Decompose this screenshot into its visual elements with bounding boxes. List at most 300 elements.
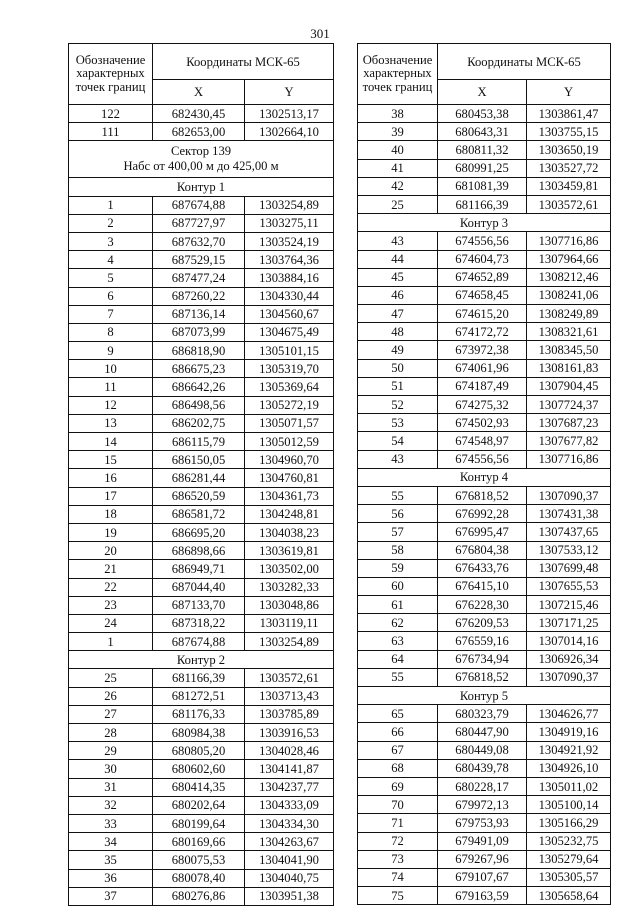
table-row <box>358 596 611 614</box>
coordinate-x: 674502,93 <box>438 414 527 432</box>
table-row <box>69 705 334 723</box>
coordinate-x: 687632,70 <box>153 232 245 250</box>
header-x: X <box>153 80 245 105</box>
coordinate-y: 1304626,77 <box>527 705 611 723</box>
point-number: 32 <box>69 796 153 814</box>
point-number: 10 <box>69 360 153 378</box>
coordinate-y: 1302513,17 <box>245 105 334 123</box>
point-number: 16 <box>69 469 153 487</box>
coordinate-x: 680984,38 <box>153 724 245 742</box>
coordinate-x: 686949,71 <box>153 560 245 578</box>
table-row <box>358 832 611 850</box>
coordinate-x: 682430,45 <box>153 105 245 123</box>
point-number: 63 <box>358 632 438 650</box>
point-number: 25 <box>69 669 153 687</box>
contour-label: Контур 3 <box>358 214 611 232</box>
coordinate-y: 1308249,89 <box>527 305 611 323</box>
table-row <box>69 869 334 887</box>
coordinate-y: 1306926,34 <box>527 650 611 668</box>
point-number: 27 <box>69 705 153 723</box>
table-row <box>358 486 611 504</box>
point-number: 52 <box>358 396 438 414</box>
point-number: 75 <box>358 887 438 905</box>
coordinate-y: 1308321,61 <box>527 323 611 341</box>
point-number: 41 <box>358 159 438 177</box>
table-row <box>358 341 611 359</box>
table-row <box>69 323 334 341</box>
table-row <box>358 286 611 304</box>
table-row <box>69 414 334 432</box>
coordinate-x: 676209,53 <box>438 614 527 632</box>
point-number: 46 <box>358 286 438 304</box>
coordinate-x: 686498,56 <box>153 396 245 414</box>
coordinate-y: 1308241,06 <box>527 286 611 304</box>
coordinate-y: 1305319,70 <box>245 360 334 378</box>
coordinate-y: 1303048,86 <box>245 596 334 614</box>
coordinate-x: 674187,49 <box>438 377 527 395</box>
coordinate-x: 674615,20 <box>438 305 527 323</box>
table-row <box>69 596 334 614</box>
coordinate-y: 1303572,61 <box>527 195 611 213</box>
table-row <box>358 250 611 268</box>
table-row <box>69 123 334 141</box>
table-row <box>358 541 611 559</box>
coordinate-y: 1307687,23 <box>527 414 611 432</box>
point-number: 43 <box>358 232 438 250</box>
table-row <box>69 578 334 596</box>
coordinate-y: 1303527,72 <box>527 159 611 177</box>
point-number: 59 <box>358 559 438 577</box>
table-row <box>358 777 611 795</box>
coordinate-x: 680169,66 <box>153 833 245 851</box>
coordinate-y: 1307014,16 <box>527 632 611 650</box>
coordinate-x: 687136,14 <box>153 305 245 323</box>
coordinate-x: 679753,93 <box>438 814 527 832</box>
table-row <box>358 632 611 650</box>
point-number: 54 <box>358 432 438 450</box>
coordinate-y: 1303884,16 <box>245 269 334 287</box>
table-row <box>69 796 334 814</box>
coordinate-x: 681081,39 <box>438 177 527 195</box>
point-number: 39 <box>358 123 438 141</box>
coordinate-x: 680811,32 <box>438 141 527 159</box>
header-x: X <box>438 80 527 105</box>
point-number: 1 <box>69 196 153 214</box>
coordinate-x: 674604,73 <box>438 250 527 268</box>
point-number: 19 <box>69 523 153 541</box>
coordinate-x: 681272,51 <box>153 687 245 705</box>
point-number: 55 <box>358 486 438 504</box>
table-row <box>358 796 611 814</box>
table-row <box>69 269 334 287</box>
coordinate-y: 1307716,86 <box>527 450 611 468</box>
table-row <box>358 559 611 577</box>
coordinate-x: 676433,76 <box>438 559 527 577</box>
point-number: 72 <box>358 832 438 850</box>
point-number: 35 <box>69 851 153 869</box>
point-number: 51 <box>358 377 438 395</box>
table-row <box>358 305 611 323</box>
coordinate-x: 687073,99 <box>153 323 245 341</box>
table-row <box>69 105 334 123</box>
table-row <box>69 523 334 541</box>
table-row <box>358 323 611 341</box>
point-number: 11 <box>69 378 153 396</box>
table-row <box>69 396 334 414</box>
coordinate-x: 686150,05 <box>153 451 245 469</box>
coordinate-x: 674548,97 <box>438 432 527 450</box>
table-row <box>69 287 334 305</box>
coordinate-x: 680805,20 <box>153 742 245 760</box>
coordinate-x: 676734,94 <box>438 650 527 668</box>
contour-header-row <box>358 468 611 486</box>
point-number: 45 <box>358 268 438 286</box>
coordinate-x: 679107,67 <box>438 868 527 886</box>
point-number: 122 <box>69 105 153 123</box>
coordinate-x: 679267,96 <box>438 850 527 868</box>
coordinate-y: 1304248,81 <box>245 505 334 523</box>
table-row <box>69 687 334 705</box>
point-number: 48 <box>358 323 438 341</box>
coordinate-y: 1305232,75 <box>527 832 611 850</box>
coordinate-y: 1303650,19 <box>527 141 611 159</box>
contour-label: Контур 5 <box>358 687 611 705</box>
point-number: 15 <box>69 451 153 469</box>
coordinate-y: 1307964,66 <box>527 250 611 268</box>
point-number: 2 <box>69 214 153 232</box>
coordinate-y: 1304960,70 <box>245 451 334 469</box>
sector-label <box>69 141 334 178</box>
point-number: 40 <box>358 141 438 159</box>
point-number: 74 <box>358 868 438 886</box>
table-row <box>69 724 334 742</box>
contour-header-row <box>69 178 334 196</box>
table-row <box>69 742 334 760</box>
coordinate-y: 1305658,64 <box>527 887 611 905</box>
coordinate-x: 680602,60 <box>153 760 245 778</box>
coordinate-x: 686642,26 <box>153 378 245 396</box>
point-number: 12 <box>69 396 153 414</box>
header-coordinates: Координаты МСК-65 <box>153 44 334 80</box>
coordinate-y: 1304330,44 <box>245 287 334 305</box>
point-number: 42 <box>358 177 438 195</box>
coordinate-x: 687674,88 <box>153 633 245 651</box>
table-row <box>69 542 334 560</box>
table-row <box>69 614 334 632</box>
coordinate-y: 1307724,37 <box>527 396 611 414</box>
table-row <box>69 378 334 396</box>
coordinate-y: 1304333,09 <box>245 796 334 814</box>
table-row <box>69 887 334 905</box>
coordinate-y: 1304334,30 <box>245 814 334 832</box>
table-row <box>69 451 334 469</box>
coordinate-y: 1305011,02 <box>527 777 611 795</box>
coordinate-y: 1304237,77 <box>245 778 334 796</box>
coordinate-y: 1303572,61 <box>245 669 334 687</box>
coordinate-x: 676228,30 <box>438 596 527 614</box>
contour-label: Контур 4 <box>358 468 611 486</box>
coordinate-x: 679491,09 <box>438 832 527 850</box>
coordinate-y: 1308212,46 <box>527 268 611 286</box>
coordinate-y: 1304675,49 <box>245 323 334 341</box>
table-row <box>358 123 611 141</box>
table-row <box>358 268 611 286</box>
point-number: 38 <box>358 105 438 123</box>
coordinate-x: 676818,52 <box>438 668 527 686</box>
point-number: 33 <box>69 814 153 832</box>
header-y: Y <box>527 80 611 105</box>
header-y: Y <box>245 80 334 105</box>
point-number: 5 <box>69 269 153 287</box>
point-number: 73 <box>358 850 438 868</box>
point-number: 30 <box>69 760 153 778</box>
point-number: 43 <box>358 450 438 468</box>
table-row <box>69 305 334 323</box>
point-number: 55 <box>358 668 438 686</box>
coordinate-y: 1307090,37 <box>527 486 611 504</box>
table-body <box>69 105 334 906</box>
coordinate-x: 674275,32 <box>438 396 527 414</box>
coordinate-y: 1304040,75 <box>245 869 334 887</box>
table-row <box>69 833 334 851</box>
coordinate-y: 1303254,89 <box>245 196 334 214</box>
table-row <box>358 505 611 523</box>
header-designation: Обозначение характерных точек границ <box>69 44 153 105</box>
coordinate-y: 1303785,89 <box>245 705 334 723</box>
table-row <box>69 360 334 378</box>
coordinate-y: 1304919,16 <box>527 723 611 741</box>
coordinate-x: 686520,59 <box>153 487 245 505</box>
point-number: 70 <box>358 796 438 814</box>
coordinate-x: 679163,59 <box>438 887 527 905</box>
coordinate-y: 1304028,46 <box>245 742 334 760</box>
table-row <box>358 232 611 250</box>
table-row <box>358 177 611 195</box>
coordinate-x: 681176,33 <box>153 705 245 723</box>
point-number: 17 <box>69 487 153 505</box>
coordinate-y: 1307431,38 <box>527 505 611 523</box>
table-row <box>358 141 611 159</box>
coordinate-x: 674172,72 <box>438 323 527 341</box>
coordinate-x: 680643,31 <box>438 123 527 141</box>
coordinate-x: 687529,15 <box>153 251 245 269</box>
table-body <box>358 105 611 905</box>
point-number: 53 <box>358 414 438 432</box>
table-row <box>69 196 334 214</box>
point-number: 49 <box>358 341 438 359</box>
point-number: 37 <box>69 887 153 905</box>
table-row <box>358 450 611 468</box>
point-number: 6 <box>69 287 153 305</box>
table-row <box>69 760 334 778</box>
table-row <box>69 214 334 232</box>
contour-header-row <box>69 651 334 669</box>
point-number: 23 <box>69 596 153 614</box>
coordinate-y: 1305369,64 <box>245 378 334 396</box>
coordinate-y: 1304921,92 <box>527 741 611 759</box>
point-number: 31 <box>69 778 153 796</box>
point-number: 13 <box>69 414 153 432</box>
coordinate-x: 686115,79 <box>153 433 245 451</box>
coordinate-y: 1303502,00 <box>245 560 334 578</box>
coordinate-y: 1303459,81 <box>527 177 611 195</box>
table-row <box>358 377 611 395</box>
point-number: 69 <box>358 777 438 795</box>
point-number: 34 <box>69 833 153 851</box>
table-row <box>358 650 611 668</box>
coordinate-x: 680449,08 <box>438 741 527 759</box>
page-number: 301 <box>310 26 330 41</box>
coordinate-y: 1304263,67 <box>245 833 334 851</box>
contour-label: Контур 1 <box>69 178 334 196</box>
coordinate-x: 680447,90 <box>438 723 527 741</box>
coordinate-y: 1304361,73 <box>245 487 334 505</box>
point-number: 44 <box>358 250 438 268</box>
header-designation: Обозначение характерных точек границ <box>358 44 438 105</box>
point-number: 22 <box>69 578 153 596</box>
coordinate-y: 1305272,19 <box>245 396 334 414</box>
coordinate-x: 680439,78 <box>438 759 527 777</box>
coordinate-x: 676415,10 <box>438 577 527 595</box>
coordinate-y: 1304041,90 <box>245 851 334 869</box>
table-row <box>69 851 334 869</box>
point-number: 71 <box>358 814 438 832</box>
point-number: 61 <box>358 596 438 614</box>
point-number: 60 <box>358 577 438 595</box>
coordinate-x: 686675,23 <box>153 360 245 378</box>
coordinate-x: 674556,56 <box>438 450 527 468</box>
coordinate-y: 1303524,19 <box>245 232 334 250</box>
coordinate-x: 679972,13 <box>438 796 527 814</box>
coordinate-x: 680202,64 <box>153 796 245 814</box>
point-number: 1 <box>69 633 153 651</box>
coordinate-x: 687477,24 <box>153 269 245 287</box>
point-number: 66 <box>358 723 438 741</box>
contour-label: Контур 2 <box>69 651 334 669</box>
coordinate-y: 1307090,37 <box>527 668 611 686</box>
coordinate-y: 1304560,67 <box>245 305 334 323</box>
point-number: 64 <box>358 650 438 668</box>
coordinate-y: 1303916,53 <box>245 724 334 742</box>
point-number: 50 <box>358 359 438 377</box>
coordinate-y: 1307699,48 <box>527 559 611 577</box>
coordinate-x: 674061,96 <box>438 359 527 377</box>
coordinate-x: 681166,39 <box>438 195 527 213</box>
point-number: 57 <box>358 523 438 541</box>
table-row <box>358 432 611 450</box>
coordinate-y: 1303619,81 <box>245 542 334 560</box>
coordinate-x: 680075,53 <box>153 851 245 869</box>
point-number: 8 <box>69 323 153 341</box>
coordinate-y: 1305071,57 <box>245 414 334 432</box>
point-number: 3 <box>69 232 153 250</box>
coordinate-x: 680323,79 <box>438 705 527 723</box>
point-number: 29 <box>69 742 153 760</box>
coordinate-x: 687727,97 <box>153 214 245 232</box>
point-number: 9 <box>69 342 153 360</box>
table-row <box>69 433 334 451</box>
table-row <box>69 232 334 250</box>
point-number: 111 <box>69 123 153 141</box>
coordinate-x: 676804,38 <box>438 541 527 559</box>
point-number: 18 <box>69 505 153 523</box>
coordinate-x: 680453,38 <box>438 105 527 123</box>
table-row <box>358 523 611 541</box>
coordinate-x: 674556,56 <box>438 232 527 250</box>
point-number: 24 <box>69 614 153 632</box>
coordinate-x: 686581,72 <box>153 505 245 523</box>
table-row <box>358 741 611 759</box>
coordinate-x: 686202,75 <box>153 414 245 432</box>
table-row <box>69 251 334 269</box>
coordinate-x: 673972,38 <box>438 341 527 359</box>
coordinate-y: 1304760,81 <box>245 469 334 487</box>
table-row <box>358 850 611 868</box>
coordinate-y: 1303764,36 <box>245 251 334 269</box>
table-row <box>69 342 334 360</box>
table-row <box>69 633 334 651</box>
coordinate-x: 687044,40 <box>153 578 245 596</box>
coordinate-x: 682653,00 <box>153 123 245 141</box>
coordinate-x: 680199,64 <box>153 814 245 832</box>
coordinate-y: 1305012,59 <box>245 433 334 451</box>
coordinate-y: 1307171,25 <box>527 614 611 632</box>
coordinate-x: 680991,25 <box>438 159 527 177</box>
coordinate-y: 1303861,47 <box>527 105 611 123</box>
contour-header-row <box>358 214 611 232</box>
coordinate-y: 1307437,65 <box>527 523 611 541</box>
coordinate-y: 1303951,38 <box>245 887 334 905</box>
coordinate-y: 1307716,86 <box>527 232 611 250</box>
sector-header-row <box>69 141 334 178</box>
point-number: 56 <box>358 505 438 523</box>
coordinate-y: 1307904,45 <box>527 377 611 395</box>
coordinate-x: 680228,17 <box>438 777 527 795</box>
coordinate-x: 674658,45 <box>438 286 527 304</box>
table-row <box>69 669 334 687</box>
coordinate-x: 680276,86 <box>153 887 245 905</box>
point-number: 25 <box>358 195 438 213</box>
point-number: 68 <box>358 759 438 777</box>
table-row <box>69 560 334 578</box>
point-number: 21 <box>69 560 153 578</box>
coordinate-y: 1303275,11 <box>245 214 334 232</box>
coordinate-y: 1302664,10 <box>245 123 334 141</box>
coordinate-x: 686818,90 <box>153 342 245 360</box>
table-row <box>69 469 334 487</box>
coordinates-table-right <box>357 43 611 905</box>
coordinate-y: 1304141,87 <box>245 760 334 778</box>
coordinate-y: 1303713,43 <box>245 687 334 705</box>
point-number: 20 <box>69 542 153 560</box>
coordinate-y: 1305100,14 <box>527 796 611 814</box>
coordinate-y: 1303119,11 <box>245 614 334 632</box>
coordinate-y: 1305279,64 <box>527 850 611 868</box>
point-number: 26 <box>69 687 153 705</box>
point-number: 4 <box>69 251 153 269</box>
table-row <box>358 577 611 595</box>
coordinate-y: 1303755,15 <box>527 123 611 141</box>
coordinate-x: 687674,88 <box>153 196 245 214</box>
sector-title: Сектор 139 <box>170 144 232 159</box>
coordinate-x: 686898,66 <box>153 542 245 560</box>
coordinate-y: 1303282,33 <box>245 578 334 596</box>
table-header <box>69 44 334 105</box>
table-row <box>358 396 611 414</box>
header-coordinates: Координаты МСК-65 <box>438 44 611 80</box>
table-row <box>358 668 611 686</box>
coordinate-y: 1307655,53 <box>527 577 611 595</box>
